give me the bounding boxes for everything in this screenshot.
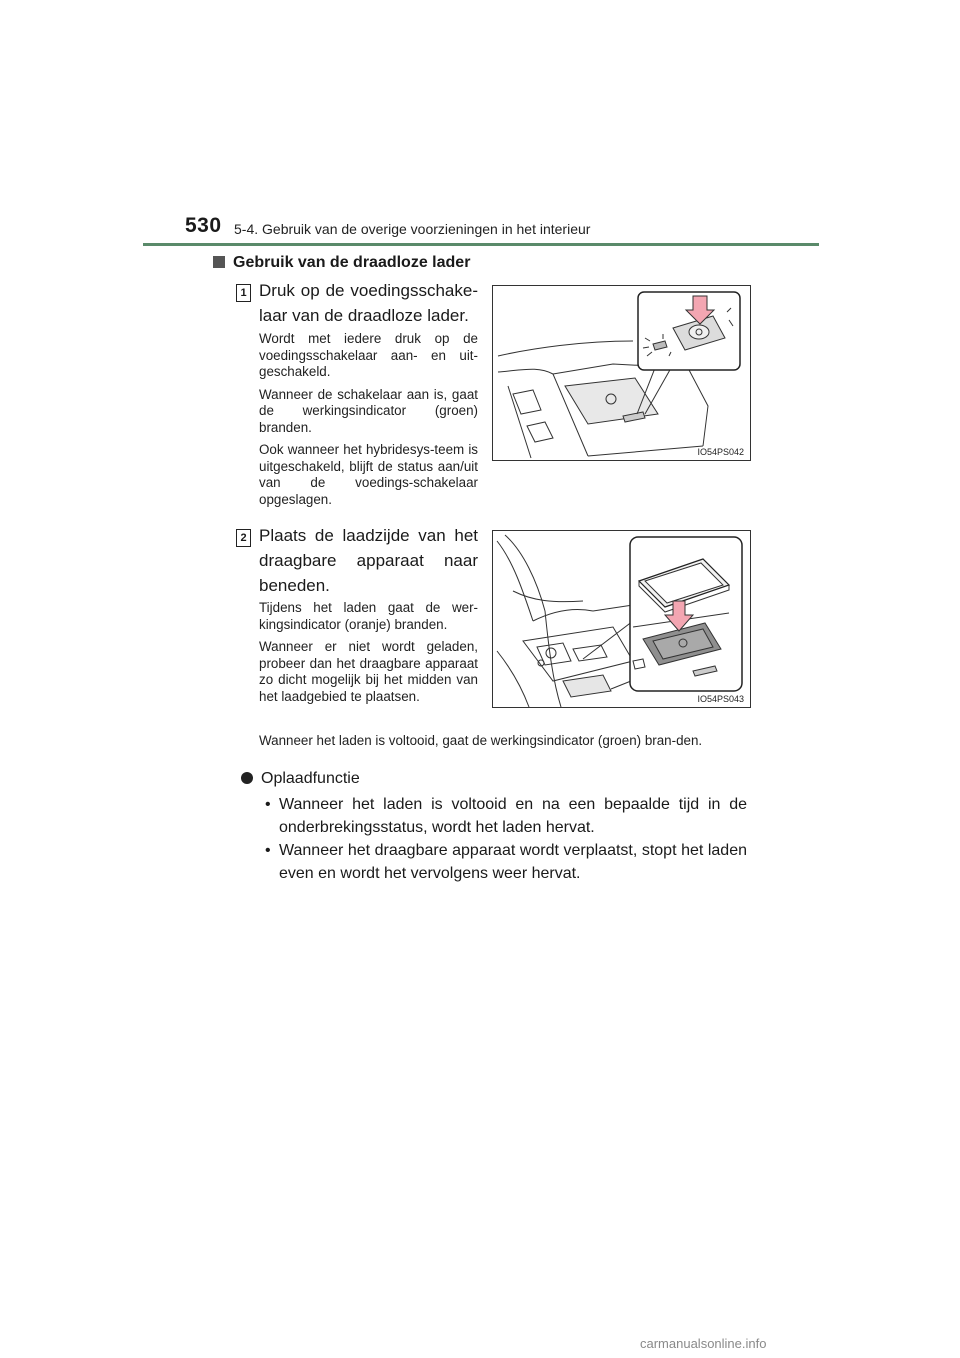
console-switch-illustration [493,286,750,460]
sub-item-2-text: Wanneer het draagbare apparaat wordt verplaatst, stopt het laden even en wordt het vervolgens weer hervat. [279,842,747,882]
sub-item-1-text: Wanneer het laden is voltooid en na een bepaalde tijd in de onderbrekingsstatus, wordt het laden hervat. [279,796,747,836]
step-2-line-2: draagbare apparaat naar [259,551,478,570]
step-2-line-3: beneden. [259,576,330,595]
step-1-note-3: Ook wanneer het hybridesys-teem is uitgeschakeld, blijft de status aan/uit van de voedings-schakelaar opgeslagen. [259,442,478,507]
sub-bullet-icon: • [265,796,271,813]
step-2-instruction [259,523,478,598]
step-number-1: 1 [236,284,251,302]
step-1-notes [259,331,478,508]
header-rule [143,243,819,246]
step-1-note-1: Wordt met iedere druk op de voedingsschakelaar aan- en uit-geschakeld. [259,331,478,379]
sub-bullet-icon: • [265,842,271,859]
bullet-heading [241,768,360,790]
step-2-note-1: Tijdens het laden gaat de wer-kingsindicator (oranje) branden. [259,600,478,632]
bullet-title: Oplaadfunctie [261,770,360,787]
bullet-dot-icon [241,772,253,784]
step-1-note-2: Wanneer de schakelaar aan is, gaat de werkingsindicator (groen) branden. [259,386,478,435]
sub-item-2 [265,839,747,885]
figure-wireless-charger-switch [492,285,751,461]
step-1-line-1: Druk op de voedingsschake- [259,281,478,300]
step-1-instruction [259,278,478,328]
section-heading [213,254,470,272]
section-title: Gebruik van de draadloze lader [233,254,471,271]
sub-item-1 [265,793,747,839]
watermark: carmanualsonline.info [640,1336,767,1351]
step-2-notes [259,600,478,705]
step-1-line-2: laar van de draadloze lader. [259,306,469,325]
step-2-note-2: Wanneer er niet wordt geladen, probeer dan het draagbare apparaat zo dicht mogelijk bij het midden van het laadgebied te plaatsen. [259,639,478,704]
console-device-illustration [493,531,750,707]
step-2-line-1: Plaats de laadzijde van het [259,526,478,545]
figure-place-device [492,530,751,708]
chapter-title: 5-4. Gebruik van de overige voorzieningen in het interieur [234,221,591,237]
figure-1-code: IO54PS042 [697,447,744,457]
completion-note: Wanneer het laden is voltooid, gaat de werkingsindicator (groen) bran-den. [259,733,703,748]
square-bullet-icon [213,256,225,268]
figure-2-code: IO54PS043 [697,694,744,704]
step-number-2: 2 [236,529,251,547]
page-number: 530 [185,214,222,237]
